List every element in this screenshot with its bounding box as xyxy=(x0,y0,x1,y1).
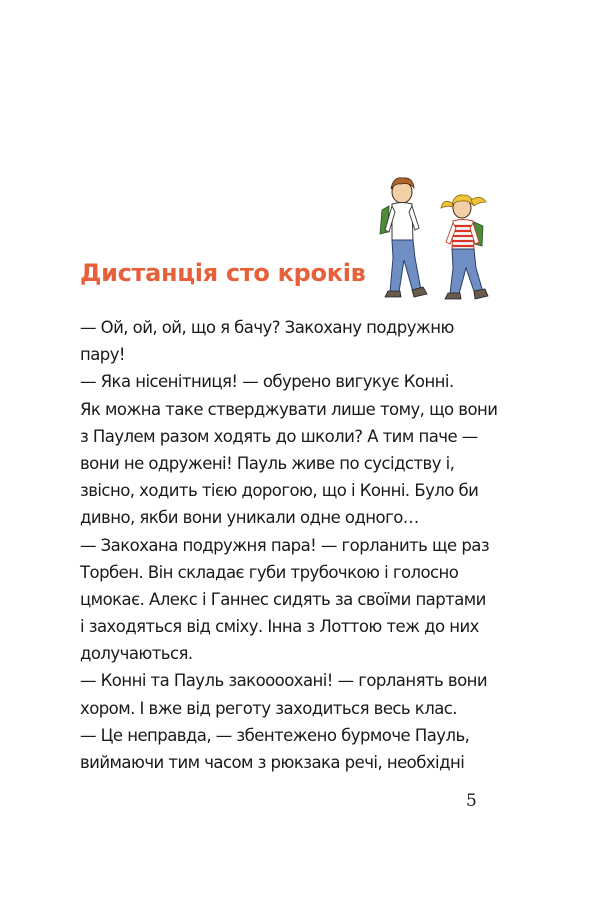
boy-figure xyxy=(380,178,427,297)
text-line: Як можна таке стверджувати лише тому, що вони xyxy=(80,399,498,419)
text-line: — Яка нісенітниця! — обурено вигукує Конні. xyxy=(80,372,454,392)
text-line: і заходяться від сміху. Інна з Лоттою теж до них xyxy=(80,617,479,637)
text-line: виймаючи тим часом з рюкзака речі, необхідні xyxy=(80,753,465,772)
page-number: 5 xyxy=(466,791,477,811)
text-line: звісно, ходить тією дорогою, що і Конні. Було би xyxy=(80,481,479,501)
text-line: хором. І вже від реготу заходиться весь клас. xyxy=(80,698,457,718)
two-children-walking-illustration xyxy=(355,172,505,307)
text-line: — Це неправда, — збентежено бурмоче Пауль, xyxy=(80,725,470,745)
text-line: — Ой, ой, ой, що я бачу? Закохану подружню xyxy=(80,318,454,337)
text-line: цмокає. Алекс і Ганнес сидять за своїми партами xyxy=(80,589,486,609)
chapter-body-text xyxy=(80,314,500,776)
text-line: вони не одружені! Пауль живе по сусідству і, xyxy=(80,453,455,473)
girl-figure xyxy=(441,195,488,299)
text-line: — Конні та Пауль закоооохані! — горланять вони xyxy=(80,671,488,691)
text-line: з Паулем разом ходять до школи? А тим паче — xyxy=(80,426,478,446)
chapter-title: Дистанція сто кроків xyxy=(80,259,366,287)
text-line: — Закохана подружня пара! — горланить ще раз xyxy=(80,535,490,555)
text-line: Торбен. Він складає губи трубочкою і голосно xyxy=(80,562,459,582)
text-line: дивно, якби вони уникали одне одного… xyxy=(80,508,419,528)
text-line: долучаються. xyxy=(80,644,193,664)
text-line: пару! xyxy=(80,345,126,365)
